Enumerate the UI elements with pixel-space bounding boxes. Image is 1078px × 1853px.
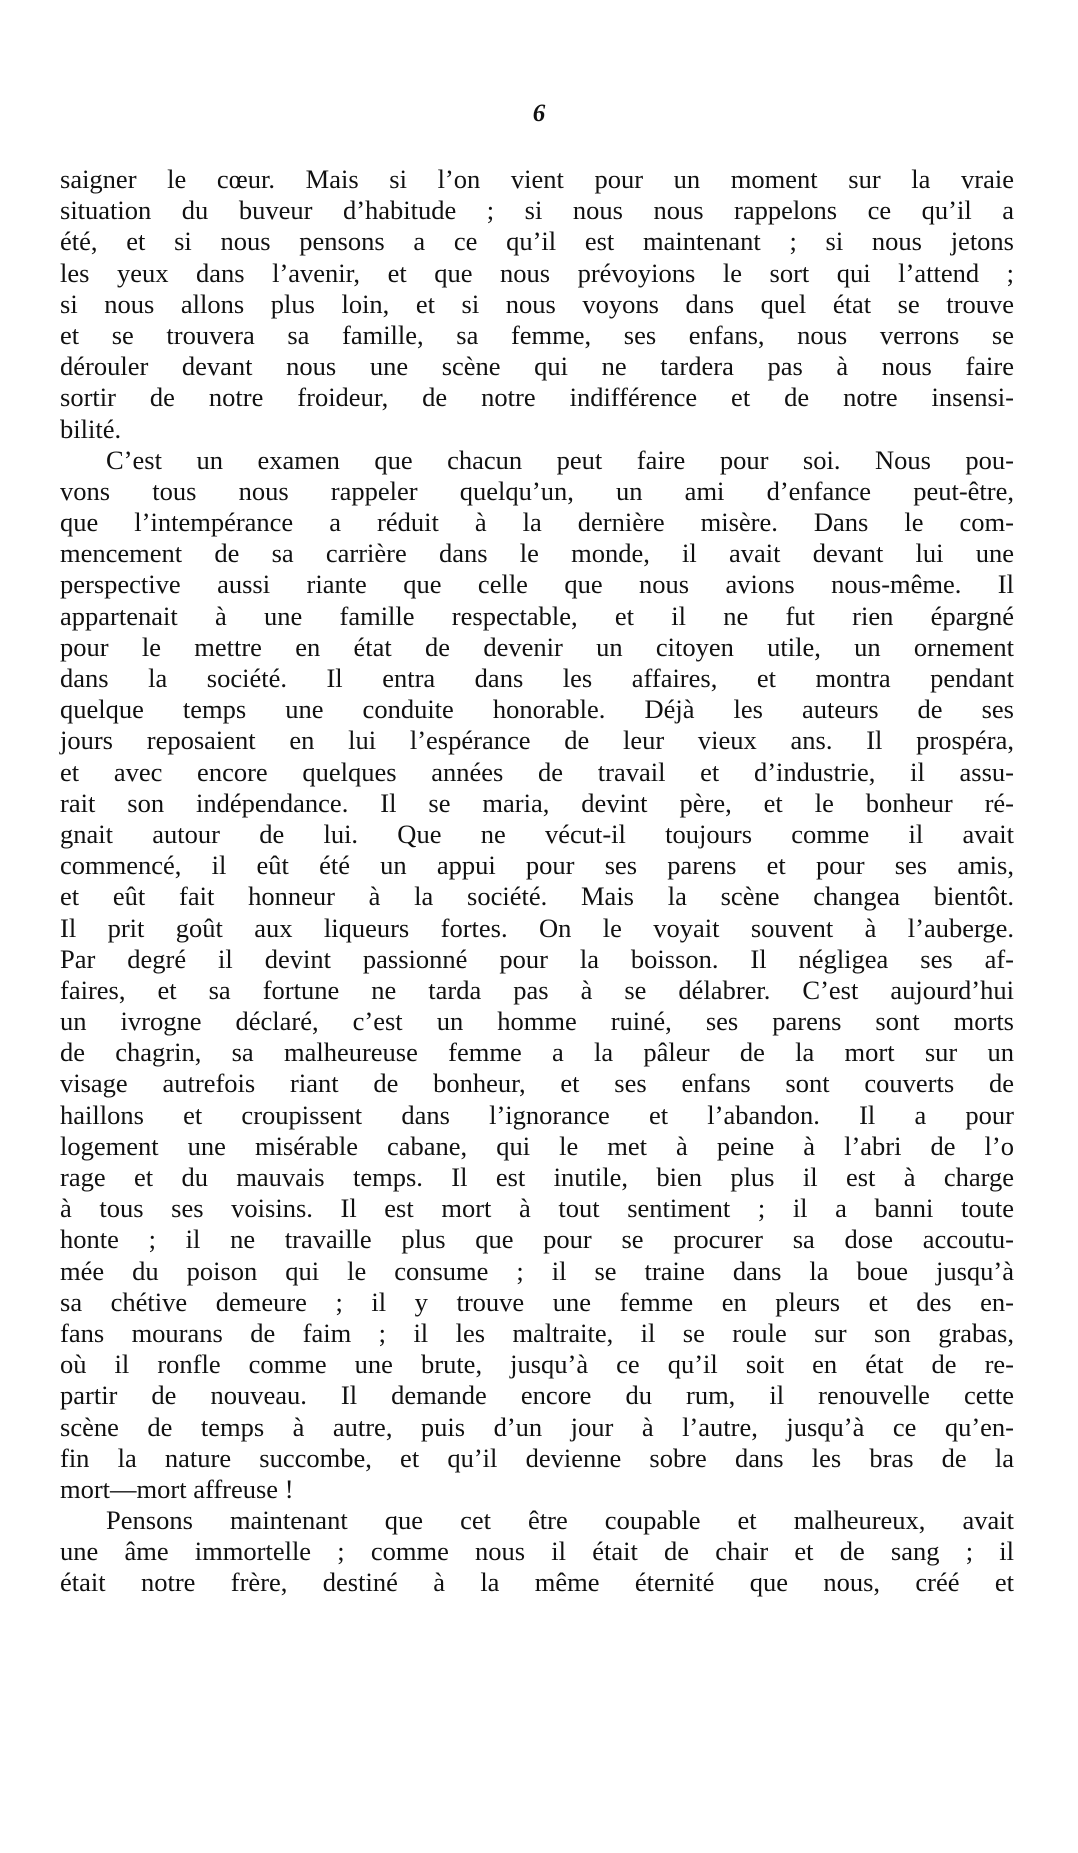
text-line: si nous allons plus loin, et si nous voyons dans quel état se trouve: [60, 288, 1014, 319]
text-line: mencement de sa carrière dans le monde, il avait devant lui une: [60, 538, 1014, 569]
text-line: que l’intempérance a réduit à la dernière misère. Dans le com-: [60, 507, 1014, 538]
text-line: quelque temps une conduite honorable. Déjà les auteurs de ses: [60, 694, 1014, 725]
text-line: Pensons maintenant que cet être coupable et malheureux, avait: [106, 1505, 1014, 1536]
text-line: gnait autour de lui. Que ne vécut-il toujours comme il avait: [60, 818, 1014, 849]
text-line: sortir de notre froideur, de notre indifférence et de notre insensi-: [60, 382, 1014, 413]
paragraph: [60, 1505, 1014, 1599]
text-line: une âme immortelle ; comme nous il était de chair et de sang ; il: [60, 1536, 1014, 1567]
text-line: de chagrin, sa malheureuse femme a la pâleur de la mort sur un: [60, 1037, 1014, 1068]
text-line: sa chétive demeure ; il y trouve une femme en pleurs et des en-: [60, 1286, 1014, 1317]
text-line: et eût fait honneur à la société. Mais la scène changea bientôt.: [60, 881, 1014, 912]
text-line: haillons et croupissent dans l’ignorance et l’abandon. Il a pour: [60, 1099, 1014, 1130]
text-line: à tous ses voisins. Il est mort à tout sentiment ; il a banni toute: [60, 1193, 1014, 1224]
text-line: situation du buveur d’habitude ; si nous nous rappelons ce qu’il a: [60, 195, 1014, 226]
text-line: rage et du mauvais temps. Il est inutile, bien plus il est à charge: [60, 1162, 1014, 1192]
text-line: Par degré il devint passionné pour la boisson. Il négligea ses af-: [60, 943, 1014, 974]
text-line: pour le mettre en état de devenir un citoyen utile, un ornement: [60, 631, 1014, 662]
text-line: mort—mort affreuse !: [60, 1473, 294, 1504]
text-line: rait son indépendance. Il se maria, devint père, et le bonheur ré-: [60, 787, 1014, 818]
text-line: un ivrogne déclaré, c’est un homme ruiné, ses parens sont morts: [60, 1006, 1014, 1037]
text-line: faires, et sa fortune ne tarda pas à se délabrer. C’est aujourd’hui: [60, 974, 1014, 1005]
page-number: 6: [532, 100, 546, 127]
text-line: jours reposaient en lui l’espérance de leur vieux ans. Il prospéra,: [60, 725, 1014, 756]
paragraph: [60, 164, 1014, 445]
text-line: mée du poison qui le consume ; il se traine dans la boue jusqu’à: [60, 1255, 1014, 1286]
text-line: les yeux dans l’avenir, et que nous prévoyions le sort qui l’attend ;: [60, 257, 1014, 288]
text-line: logement une misérable cabane, qui le met à peine à l’abri de l’o: [60, 1130, 1014, 1161]
text-line: appartenait à une famille respectable, et il ne fut rien épargné: [60, 600, 1014, 631]
text-line: dans la société. Il entra dans les affaires, et montra pendant: [60, 663, 1014, 693]
text-line: vons tous nous rappeler quelqu’un, un ami d’enfance peut-être,: [60, 475, 1014, 506]
text-line: commencé, il eût été un appui pour ses parens et pour ses amis,: [60, 850, 1014, 881]
text-line: honte ; il ne travaille plus que pour se procurer sa dose accoutu-: [60, 1224, 1014, 1255]
body-text: [60, 164, 1014, 1599]
text-line: visage autrefois riant de bonheur, et ses enfans sont couverts de: [60, 1068, 1014, 1099]
text-line: et avec encore quelques années de travail et d’industrie, il assu-: [60, 756, 1014, 787]
text-line: dérouler devant nous une scène qui ne tardera pas à nous faire: [60, 351, 1014, 382]
text-line: C’est un examen que chacun peut faire pour soi. Nous pou-: [106, 444, 1014, 475]
text-line: fans mourans de faim ; il les maltraite, il se roule sur son grabas,: [60, 1317, 1014, 1348]
text-line: et se trouvera sa famille, sa femme, ses enfans, nous verrons se: [60, 319, 1014, 350]
text-line: saigner le cœur. Mais si l’on vient pour un moment sur la vraie: [60, 164, 1014, 194]
text-line: été, et si nous pensons a ce qu’il est maintenant ; si nous jetons: [60, 226, 1014, 257]
text-line: était notre frère, destiné à la même éternité que nous, créé et: [60, 1567, 1014, 1598]
text-line: perspective aussi riante que celle que nous avions nous-même. Il: [60, 569, 1014, 600]
text-line: où il ronfle comme une brute, jusqu’à ce qu’il soit en état de re-: [60, 1349, 1014, 1380]
text-line: scène de temps à autre, puis d’un jour à l’autre, jusqu’à ce qu’en-: [60, 1411, 1014, 1442]
text-line: Il prit goût aux liqueurs fortes. On le voyait souvent à l’auberge.: [60, 912, 1014, 943]
text-line: bilité.: [60, 413, 122, 444]
text-line: partir de nouveau. Il demande encore du rum, il renouvelle cette: [60, 1380, 1014, 1411]
text-line: fin la nature succombe, et qu’il devienne sobre dans les bras de la: [60, 1442, 1014, 1473]
paragraph: [60, 445, 1014, 1505]
